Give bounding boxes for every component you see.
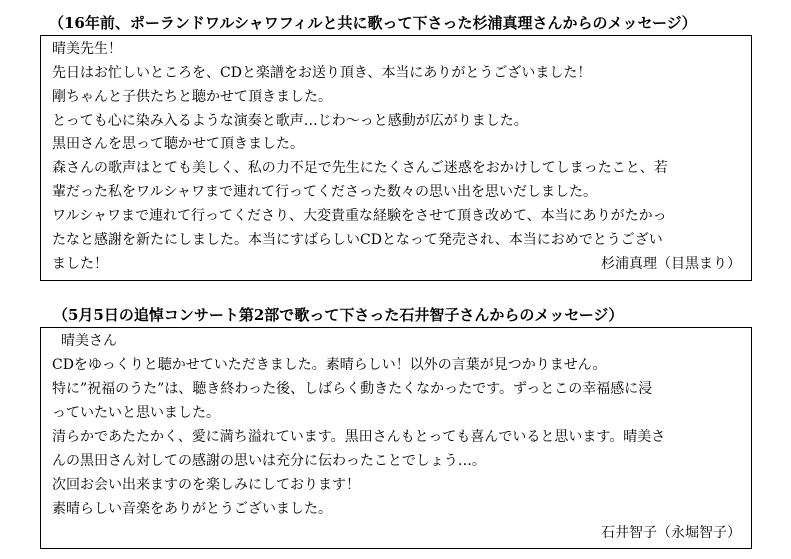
- signature: 石井智子（永堀智子）: [601, 525, 741, 541]
- message-line: 輩だった私をワルシャワまで連れて行ってくださった数々の思い出を思いだしました。: [52, 184, 597, 200]
- message-line: CDをゆっくりと聴かせていただきました。素晴らしい！以外の言葉が見つかりません。: [52, 357, 607, 373]
- signature: 杉浦真理（目黒まり）: [601, 256, 741, 272]
- message-box: [40, 35, 752, 281]
- message-line: 晴美先生！: [52, 41, 122, 57]
- message-line: んの黒田さん対しての感謝の思いは充分に伝わったことでしょう…。: [52, 453, 486, 469]
- message-heading: （16年前、ポーランドワルシャワフィルと共に歌って下さった杉浦真理さんからのメッセージ）: [49, 14, 697, 32]
- message-line: 特に”祝福のうた”は、聴き終わった後、しばらく動きたくなかったです。ずっとこの幸福感に浸: [52, 381, 653, 397]
- message-line: ワルシャワまで連れて行ってくださり、大変貴重な経験をさせて頂き改めて、本当にありがたかっ: [52, 208, 667, 224]
- message-line: 清らかであたたかく、愛に満ち溢れています。黒田さんもとっても喜んでいると思います。晴美さ: [52, 429, 666, 445]
- message-line: 森さんの歌声はとても美しく、私の力不足で先生にたくさんご迷惑をおかけしてしまったこと、若: [52, 160, 668, 176]
- message-line: 次回お会い出来ますのを楽しみにしております！: [52, 477, 360, 493]
- message-line: ました！: [52, 256, 108, 272]
- message-line: 先日はお忙しいところを、CDと楽譜をお送り頂き、本当にありがとうございました！: [52, 65, 592, 81]
- message-line: っていたいと思いました。: [52, 405, 220, 421]
- message-heading: （5月5日の追悼コンサート第2部で歌って下さった石井智子さんからのメッセージ）: [53, 306, 624, 324]
- message-line: 黒田さんを思って聴かせて頂きました。: [52, 136, 304, 152]
- message-line: 晴美さん: [61, 333, 117, 349]
- message-box: [40, 327, 752, 549]
- message-line: たなと感謝を新たにしました。本当にすばらしいCDとなって発売され、本当におめでとうござい: [52, 232, 663, 248]
- message-line: とっても心に染み入るような演奏と歌声…じわ～っと感動が広がりました。: [52, 113, 528, 129]
- message-line: 素晴らしい音楽をありがとうございました。: [52, 501, 332, 517]
- message-line: 剛ちゃんと子供たちと聴かせて頂きました。: [52, 89, 332, 105]
